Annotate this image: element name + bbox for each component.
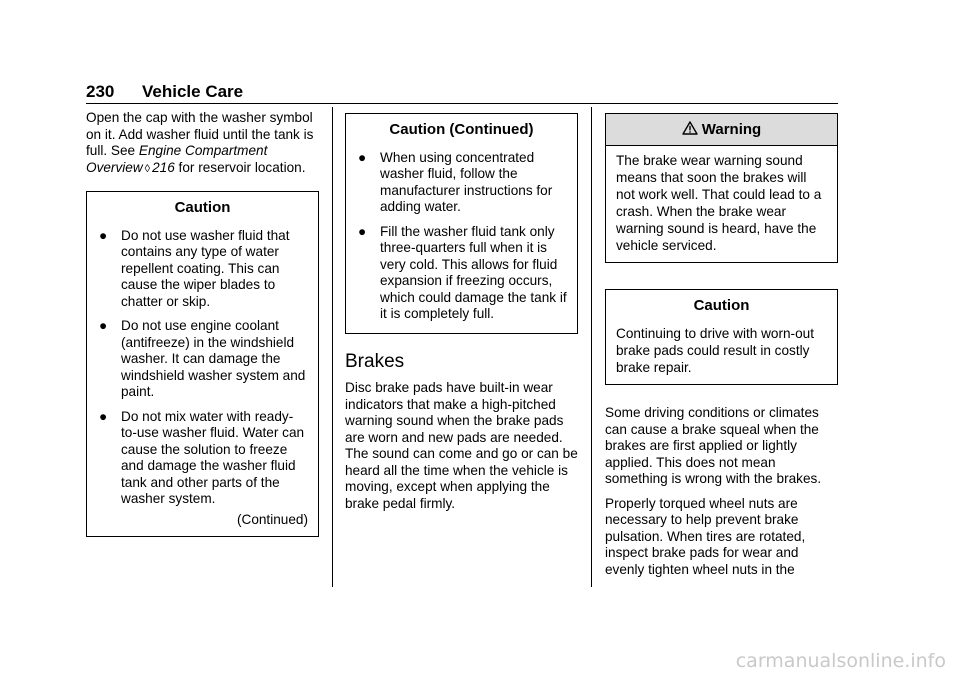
bullet-icon: ● [99, 227, 108, 243]
brake-squeal-paragraph: Some driving conditions or climates can cause a brake squeal when the brakes are first applied or lightly applied. This does not mean something is wrong with the brakes. [605, 405, 822, 486]
column-2 [345, 99, 578, 520]
page-header [86, 82, 243, 102]
warning-header [606, 114, 837, 146]
warning-title: Warning [701, 121, 762, 138]
bullet-icon: ● [99, 408, 108, 424]
warning-triangle-icon [682, 121, 698, 135]
caution-box-continued [345, 113, 578, 334]
caution-title: Caution [693, 296, 750, 314]
column-divider-2 [591, 107, 592, 587]
caution-brake-text: Continuing to drive with worn-out brake pads could result in costly brake repair. [616, 326, 814, 375]
caution-title: Caution [174, 199, 231, 216]
page-number: 230 [86, 82, 115, 101]
wheel-nuts-paragraph: Properly torqued wheel nuts are necessary to help prevent brake pulsation. When tires are rotated, inspect brake pads for wear and evenly tighten wheel nuts in the [605, 495, 806, 577]
column-divider-1 [332, 107, 333, 587]
caution-bullet: ● Do not use engine coolant (antifreeze) in the windshield washer. It can damage the windshield washer system and paint. [99, 318, 306, 399]
page-ref-arrow-icon: ◊ [144, 162, 151, 175]
watermark: carmanualsonline.info [735, 650, 946, 672]
caution-bullet: ● When using concentrated washer fluid, follow the manufacturer instructions for adding water. [358, 149, 553, 214]
caution-box-brakes [605, 289, 838, 386]
warning-text: The brake wear warning sound means that soon the brakes will not work well. That could lead to a crash. When the brake wear warning sound is heard, have the vehicle serviced. [616, 152, 822, 253]
column-1 [86, 110, 319, 537]
bullet-icon: ● [358, 149, 367, 165]
column-3 [605, 99, 838, 586]
washer-intro-paragraph: Open the cap with the washer symbol on it. Add washer fluid until the tank is full. See Engine Compartment Overview ◊ 216 for reservoir location. [86, 110, 314, 175]
caution-bullet: ● Do not mix water with ready-to-use washer fluid. Water can cause the solution to freeze and damage the washer fluid tank and other parts of the washer system. [99, 408, 305, 506]
engine-compartment-link[interactable]: Engine Compartment Overview [86, 143, 268, 175]
caution-bullet: ● Fill the washer fluid tank only three-quarters full when it is very cold. This allows for fluid expansion if freezing occurs, which could damage the tank if it is completely full. [358, 223, 567, 321]
caution-continued-title: Caution (Continued) [389, 121, 534, 138]
brakes-paragraph: Disc brake pads have built-in wear indicators that make a high-pitched warning sound when the brake pads are worn and new pads are needed. The sound can come and go or can be heard all the time when the vehicle is moving, except when applying the brake pedal firmly. [345, 380, 578, 511]
bullet-icon: ● [358, 223, 367, 239]
section-title-header: Vehicle Care [142, 82, 244, 101]
continued-label: (Continued) [236, 511, 308, 527]
caution-bullet: ● Do not use washer fluid that contains any type of water repellent coating. This can cause the wiper blades to chatter or skip. [99, 227, 290, 309]
caution-box-washer [86, 191, 319, 537]
page-ref-number[interactable]: 216 [152, 159, 175, 175]
brakes-heading: Brakes [345, 350, 405, 372]
warning-box [605, 113, 838, 263]
bullet-icon: ● [99, 318, 108, 333]
